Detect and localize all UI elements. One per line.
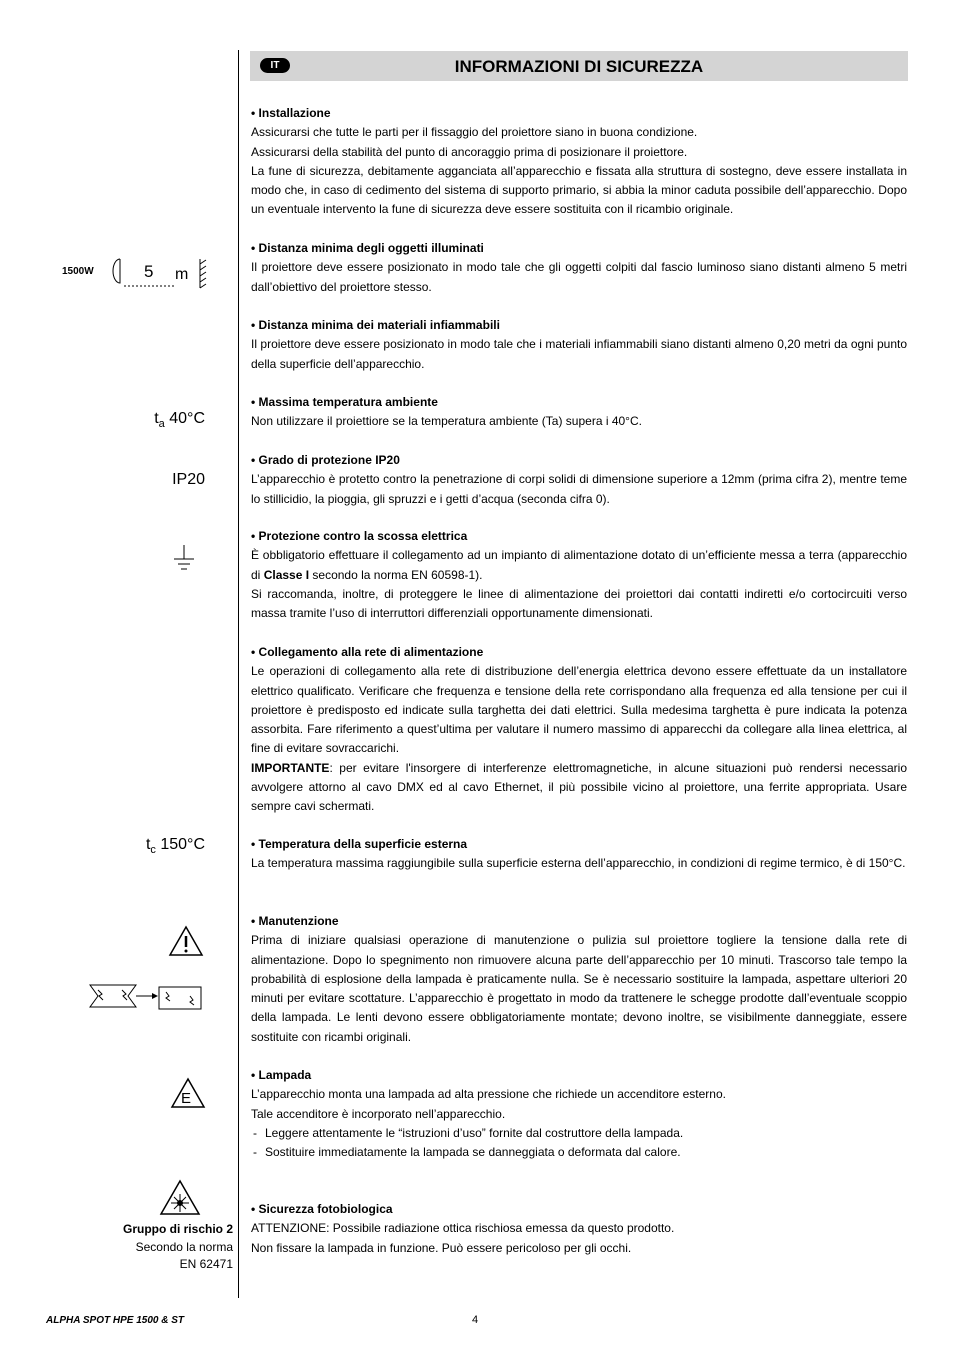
lamp-type-letter: E (181, 1090, 192, 1107)
risk-group-note: Gruppo di rischio 2 Secondo la norma EN 62471 (122, 1222, 233, 1271)
margin-rule (238, 50, 239, 1298)
lens-replacement-icon (86, 980, 206, 1014)
distance-unit: m (175, 266, 189, 283)
section-scossa-elettrica: • Protezione contro la scossa elettrica È obbligatorio effettuare il collegamento ad un impianto di alimentazione dotato di un’efficiente messa a terra (apparecchio di Classe I secondo la norma EN 60598-1). Si raccomanda, inoltre, di proteggere le linee di alimentazione dei proiettori dai contatti indiretti e/o cortocircuiti verso massa tramite l’uso di interruttori differenziali opportunamente dimensionati. (251, 529, 907, 621)
section-temperatura-superficie: • Temperatura della superficie esterna La temperatura massima raggiungibile sulla superficie esterna dell’apparecchio, in condizioni di regime termico, è di 150°C. (251, 837, 906, 871)
section-header (250, 51, 908, 81)
ip-rating-symbol: IP20 (172, 471, 205, 488)
section-installazione: • Installazione Assicurarsi che tutte le parti per il fissaggio del proiettore siano in buona condizione. Assicurarsi della stabilità del punto di ancoraggio prima di posizionare il proiettore. La fune di sicurezza, debitamente agganciata all’apparecchio e fissata alla struttura di sostegno, deve essere installata in modo che, in caso di cedimento del sistema di supporto primario, si abbia la minor caduta possibile dell’apparecchio. Dopo un eventuale intervento la fune di sicurezza deve essere sostituita con il ricambio originale. (251, 106, 907, 217)
distance-value: 5 (144, 262, 154, 281)
ground-icon (172, 543, 196, 573)
page-number: 4 (472, 1314, 479, 1326)
section-distanza-materiali: • Distanza minima dei materiali infiammabili Il proiettore deve essere posizionato in modo tale che i materiali infiammabili siano distanti almeno 0,20 metri da ogni punto della superficie dell’apparecchio. (251, 318, 907, 371)
section-distanza-oggetti: • Distanza minima degli oggetti illuminati Il proiettore deve essere posizionato in modo tale che gli oggetti colpiti dal fascio luminoso siano distanti almeno 5 metri dall’obiettivo del proiettore stesso. (251, 241, 907, 294)
laser-radiation-icon (158, 1178, 202, 1218)
surface-temp-symbol: $t_c$ 150°C (145, 836, 205, 857)
section-temperatura-ambiente: • Massima temperatura ambiente Non utilizzare il proiettiore se la temperatura ambiente (Ta) supera i 40°C. (251, 395, 642, 429)
section-collegamento: • Collegamento alla rete di alimentazione Le operazioni di collegamento alla rete di distribuzione dell’energia elettrica devono essere effettuate da un installatore elettrico qualificato. Verificare che frequenza e tensione della rete corrispondano alla frequenza ed alla tensione per cui il proiettore è predisposto ed indicate sulla targhetta dei dati elettrici. Sulla medesima targhetta è pure indicata la potenza assorbita. Fare riferimento a quest’ultima per valutare il numero massimo di apparecchi da collegare alla linea elettrica, al fine di evitare sovraccarichi. IMPORTANTE: per evitare l'insorgere di interferenze elettromagnetiche, in alcune situazioni può rendersi necessario avvolgere attorno al cavo DMX ed al cavo Ethernet, il più possibile vicino al proiettore, una ferrite appropriata. Usare sempre cavi schermati. (251, 645, 907, 814)
min-distance-icon (104, 256, 210, 290)
warning-icon (168, 924, 204, 958)
section-manutenzione: • Manutenzione Prima di iniziare qualsiasi operazione di manutenzione o pulizia sul proiettore togliere la tensione dalla rete di alimentazione. Dopo lo spegnimento non rimuovere alcuna parte dell’apparecchio per 10 minuti. Trascorso tale tempo la probabilità di esplosione della lampada è praticamente nulla. Se è necessario sostituire la lampada, aspettare ulteriori 20 minuti per evitare scottature. L’apparecchio è progettato in modo da trattenere le schegge prodotte dall’eventuale scoppio della lampada. Le lenti devono essere obbligatoriamente montate; devono inoltre, se visibilmente danneggiate, essere sostituite con ricambi originali. (251, 914, 907, 1044)
page-title: INFORMAZIONI DI SICUREZZA (454, 57, 704, 76)
footer-product: ALPHA SPOT HPE 1500 & ST (46, 1315, 184, 1326)
wattage-label: 1500W (62, 266, 94, 277)
list-item: - Sostituire immediatamente la lampada se danneggiata o deformata dal calore. (251, 1143, 907, 1162)
language-badge: IT (260, 58, 290, 73)
section-grado-protezione: • Grado di protezione IP20 L’apparecchio è protetto contro la penetrazione di corpi solidi di dimensione superiore a 12mm (prima cifra 2), mentre teme lo stillicidio, la pioggia, gli spruzzi e i getti d’acqua (seconda cifra 0). (251, 453, 907, 506)
list-item: - Leggere attentamente le “istruzioni d’uso” fornite dal costruttore della lampada. (251, 1124, 907, 1143)
section-lampada: • Lampada L’apparecchio monta una lampada ad alta pressione che richiede un accenditore esterno. Tale accenditore è incorporato nell’apparecchio. - Leggere attentamente le “istruzioni d’uso” fornite dal costruttore della lampada. - Sostituire immediatamente la lampada se danneggiata o deformata dal calore. (251, 1066, 907, 1162)
ambient-temp-symbol: $t_a$ 40°C (154, 410, 205, 431)
section-fotobiologica: • Sicurezza fotobiologica ATTENZIONE: Possibile radiazione ottica rischiosa emessa da questo prodotto. Non fissare la lampada in funzione. Può essere pericoloso per gli occhi. (251, 1202, 675, 1255)
